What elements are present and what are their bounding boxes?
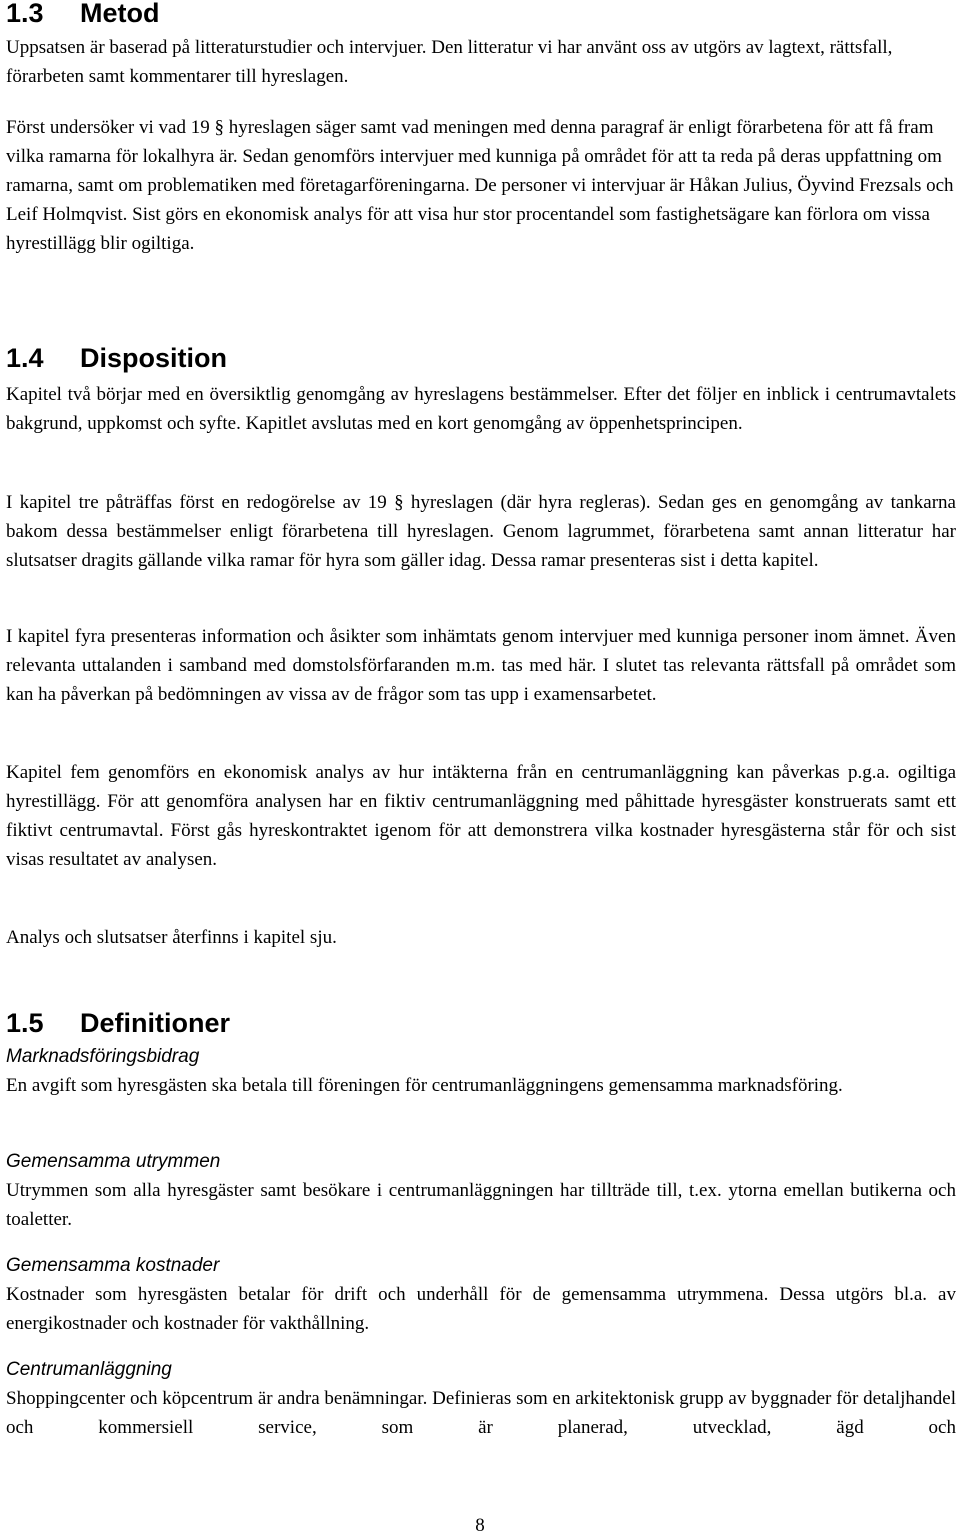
section-number: 1.4 <box>6 343 44 373</box>
definition-text: Shoppingcenter och köpcentrum är andra benämningar. Definieras som en arkitektonisk grupp av byggnader för detaljhandel och kommersiell service, som är planerad, utvecklad, ägd och <box>6 1388 956 1438</box>
definition-text: Kostnader som hyresgästen betalar för drift och underhåll för de gemensamma utrymmena. Dessa utgörs bl.a. av energikostnader och kostnader för vakthållning. <box>6 1284 956 1334</box>
definition-term: Gemensamma utrymmen <box>6 1151 221 1172</box>
section-title: Disposition <box>80 343 227 373</box>
section-number: 1.5 <box>6 1008 44 1038</box>
paragraph-disposition-5: Analys och slutsatser återfinns i kapitel sju. <box>6 927 337 948</box>
paragraph-disposition-3: I kapitel fyra presenteras information och åsikter som inhämtats genom intervjuer med kunniga personer inom ämnet. Även relevanta uttalanden i samband med domstolsförfaranden m.m. tas med här. I slutet tas relevanta rättsfall på området som kan ha påverkan på bedömningen av vissa av de frågor som tas upp i examensarbetet. <box>6 626 956 705</box>
definition-text: En avgift som hyresgästen ska betala till föreningen för centrumanläggningens gemensamma marknadsföring. <box>6 1075 843 1096</box>
definition-term: Centrumanläggning <box>6 1359 172 1380</box>
paragraph-disposition-1: Kapitel två börjar med en översiktlig genomgång av hyreslagens bestämmelser. Efter det följer en inblick i centrumavtalets bakgrund, uppkomst och syfte. Kapitlet avslutas med en kort genomgång av öppenhetsprincipen. <box>6 384 956 434</box>
section-number: 1.3 <box>6 0 44 28</box>
section-title: Metod <box>80 0 160 28</box>
section-heading-metod <box>6 0 159 28</box>
definition-term: Gemensamma kostnader <box>6 1255 220 1276</box>
definition-text: Utrymmen som alla hyresgäster samt besökare i centrumanläggningen har tillträde till, t.ex. ytorna emellan butikerna och toaletter. <box>6 1180 956 1230</box>
page-number: 8 <box>475 1515 485 1536</box>
section-heading-definitioner <box>6 1008 230 1038</box>
section-title: Definitioner <box>80 1008 231 1038</box>
paragraph-disposition-2: I kapitel tre påträffas först en redogörelse av 19 § hyreslagen (där hyra regleras). Sedan ges en genomgång av tankarna bakom dessa bestämmelser enligt förarbetena till hyreslagen. Genom lagrummet, förarbetena samt annan litteratur har slutsatser dragits gällande vilka ramar för hyra som gäller idag. Dessa ramar presenteras sist i detta kapitel. <box>6 492 956 571</box>
section-heading-disposition <box>6 343 227 373</box>
paragraph-disposition-4: Kapitel fem genomförs en ekonomisk analys av hur intäkterna från en centrumanläggning kan påverkas p.g.a. ogiltiga hyrestillägg. För att genomföra analysen har en fiktiv centrumanläggning med påhittade hyresgäster konstruerats samt ett fiktivt centrumavtal. Först gås hyreskontraktet igenom för att demonstrera vilka kostnader hyresgästerna står för och sist visas resultatet av analysen. <box>6 762 956 870</box>
paragraph-metod-2: Först undersöker vi vad 19 § hyreslagen säger samt vad meningen med denna paragraf är enligt förarbetena för att få fram vilka ramarna för lokalhyra är. Sedan genomförs intervjuer med kunniga på området för att ta reda på deras uppfattning om ramarna, samt om problematiken med företagarföreningarna. De personer vi intervjuar är Håkan Julius, Öyvind Frezsals och Leif Holmqvist. Sist görs en ekonomisk analys för att visa hur stor procentandel som fastighetsägare kan förlora om vissa hyrestillägg blir ogiltiga. <box>6 117 954 254</box>
definition-term: Marknadsföringsbidrag <box>6 1046 200 1067</box>
paragraph-metod-1: Uppsatsen är baserad på litteraturstudier och intervjuer. Den litteratur vi har använt oss av utgörs av lagtext, rättsfall, förarbeten samt kommentarer till hyreslagen. <box>6 37 893 87</box>
